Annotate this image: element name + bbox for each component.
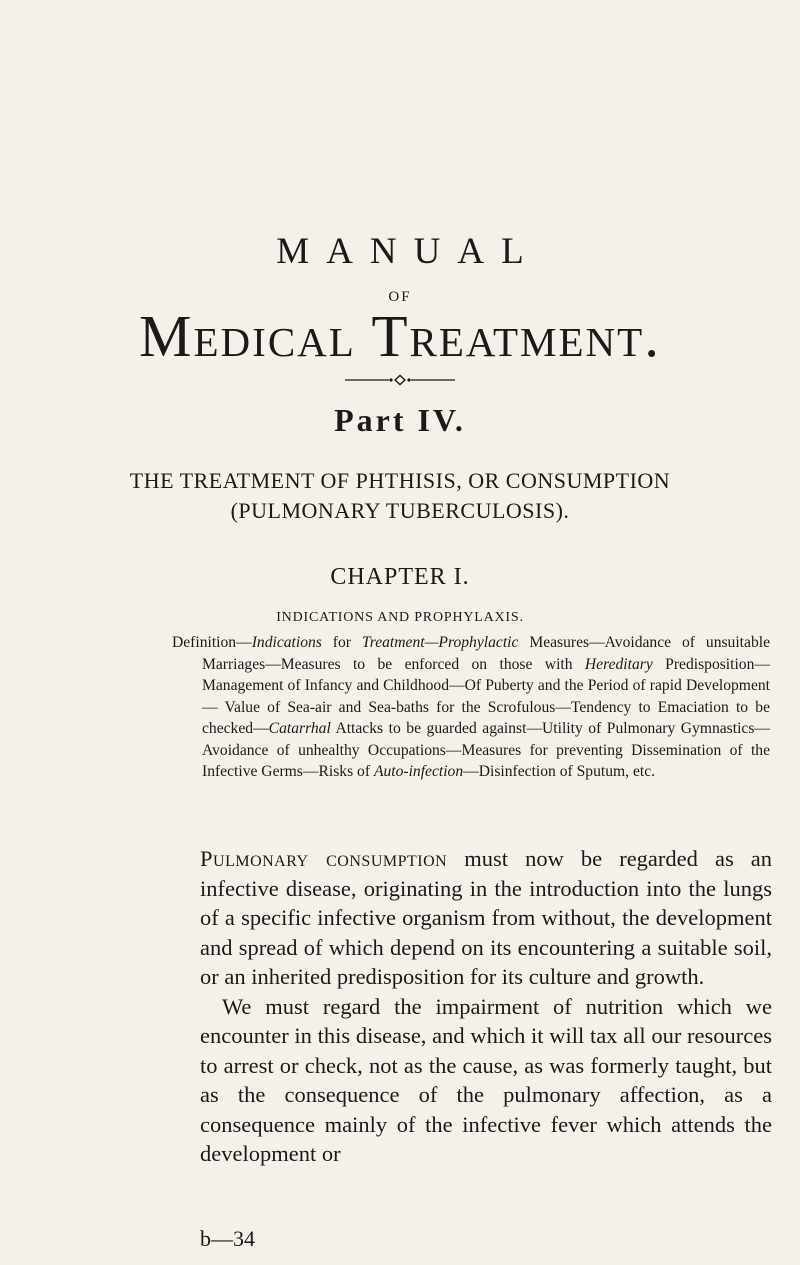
signature-mark: b—34 xyxy=(200,1226,255,1251)
synopsis-text: Attacks to be guarded against—Utility of Pulmonary Gymnastics—Avoidance of unhealthy Occupations—Measures for preventing Dissemination of the Infective Germs—Risks of xyxy=(202,720,770,780)
body-text xyxy=(200,844,772,1169)
synopsis-italic: Catarrhal xyxy=(268,720,331,737)
paragraph-lead: Pulmonary consumption xyxy=(200,846,448,871)
synopsis-italic: Indications xyxy=(251,634,322,651)
part-subtitle-line2: (PULMONARY TUBERCULOSIS). xyxy=(230,498,570,523)
synopsis-text: Definition— xyxy=(172,634,252,651)
paragraph-1-text: must now be regarded as an infective disease, originating in the introduction into the lungs of a specific infective organism from without, the development and spread of which depend on its encountering a suitable soil, or an inherited predisposition for its culture and growth. xyxy=(200,846,772,989)
title-of: OF xyxy=(388,289,412,305)
part-subtitle xyxy=(0,466,800,526)
part-subtitle-line1: THE TREATMENT OF PHTHISIS, OR CONSUMPTION xyxy=(129,468,671,493)
main-title: Medical Treatment. xyxy=(139,303,661,369)
synopsis-text: for xyxy=(321,634,362,651)
paragraph-1 xyxy=(200,844,772,992)
chapter-heading: CHAPTER I. xyxy=(330,564,470,590)
paragraph-2: We must regard the impairment of nutrition which we encounter in this disease, and which it will tax all our resources to arrest or check, not as the cause, as was formerly taught, but as the consequence of the pulmonary affection, as a consequence mainly of the infective fever which attends the development or xyxy=(200,993,772,1166)
synopsis-text: —Disinfection of Sputum, etc. xyxy=(463,763,656,780)
chapter-synopsis xyxy=(172,632,770,783)
ornament-rule-icon xyxy=(345,373,455,387)
synopsis-text: Measures—Avoidance of unsuitable Marriages—Measures to be enforced on those with xyxy=(202,634,770,673)
synopsis-italic: Treatment—Prophylactic xyxy=(361,634,519,651)
chapter-subheading: INDICATIONS AND PROPHYLAXIS. xyxy=(276,610,524,625)
part-heading: Part IV. xyxy=(334,402,466,438)
synopsis-text: Predisposition—Management of Infancy and Childhood—Of Puberty and the Period of rapid Development — Value of Sea-air and Sea-baths for the Scrofulous—Tendency to Emaciation to be checked— xyxy=(202,655,770,737)
title-manual: MANUAL xyxy=(276,231,541,272)
synopsis-italic: Auto-infection xyxy=(373,763,464,780)
synopsis-italic: Hereditary xyxy=(584,655,653,673)
